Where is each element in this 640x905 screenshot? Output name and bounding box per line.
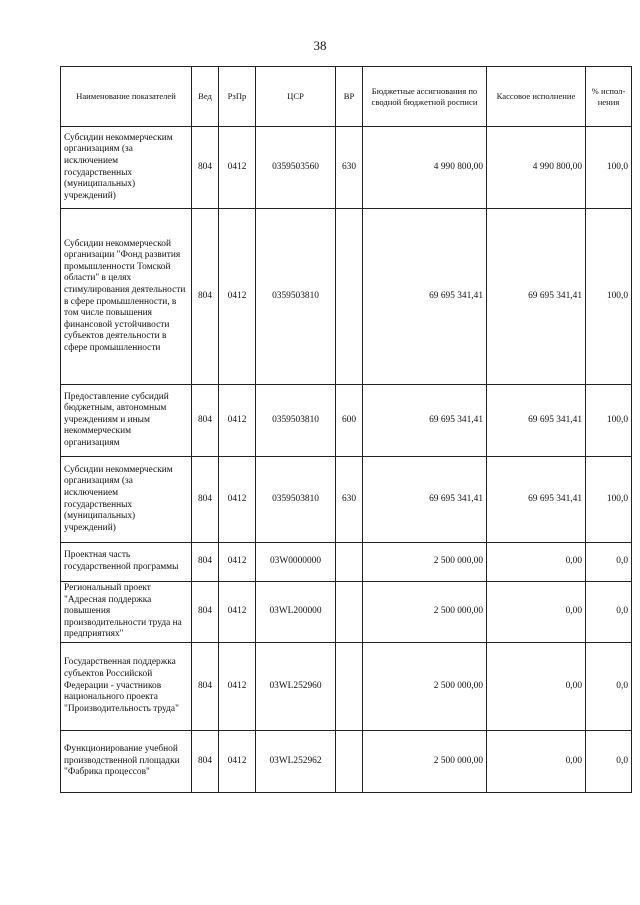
cell-rzpr: 0412 [219, 457, 256, 543]
table-row [61, 385, 632, 457]
cell-vr [336, 582, 363, 643]
cell-budget: 2 500 000,00 [363, 582, 487, 643]
cell-cash: 0,00 [487, 730, 586, 792]
table-row [61, 730, 632, 792]
cell-csr: 03WL252962 [256, 730, 336, 792]
cell-vr: 630 [336, 457, 363, 543]
cell-cash: 69 695 341,41 [487, 385, 586, 457]
cell-csr: 0359503810 [256, 209, 336, 385]
table-row [61, 642, 632, 730]
cell-rzpr: 0412 [219, 582, 256, 643]
cell-rzpr: 0412 [219, 385, 256, 457]
cell-name: Государственная поддержка субъектов Российской Федерации - участников национального проекта "Производительность труда" [61, 642, 192, 730]
cell-pct: 0,0 [586, 543, 632, 582]
table-row [61, 582, 632, 643]
cell-vr [336, 543, 363, 582]
cell-budget: 69 695 341,41 [363, 385, 487, 457]
cell-ved: 804 [192, 385, 219, 457]
cell-pct: 0,0 [586, 642, 632, 730]
cell-cash: 69 695 341,41 [487, 209, 586, 385]
cell-pct: 0,0 [586, 582, 632, 643]
header-name: Наименование показателей [61, 67, 192, 127]
cell-pct: 100,0 [586, 209, 632, 385]
cell-pct: 100,0 [586, 457, 632, 543]
cell-cash: 69 695 341,41 [487, 457, 586, 543]
cell-name: Субсидии некоммерческой организации "Фонд развития промышленности Томской области" в целях стимулирования деятельности в сфере промышленности, в том числе повышения финансовой устойчивости субъектов деятельности в сфере промышленности [61, 209, 192, 385]
cell-ved: 804 [192, 730, 219, 792]
budget-table [60, 66, 632, 793]
cell-ved: 804 [192, 543, 219, 582]
cell-pct: 100,0 [586, 127, 632, 209]
cell-budget: 2 500 000,00 [363, 543, 487, 582]
header-budget: Бюджетные ассигнования по сводной бюджетной росписи [363, 67, 487, 127]
table-row [61, 209, 632, 385]
cell-cash: 0,00 [487, 582, 586, 643]
cell-name: Функционирование учебной производственной площадки "Фабрика процессов" [61, 730, 192, 792]
cell-csr: 03W0000000 [256, 543, 336, 582]
header-rzpr: РзПр [219, 67, 256, 127]
cell-cash: 0,00 [487, 642, 586, 730]
header-vr: ВР [336, 67, 363, 127]
header-csr: ЦСР [256, 67, 336, 127]
cell-pct: 100,0 [586, 385, 632, 457]
cell-cash: 0,00 [487, 543, 586, 582]
cell-ved: 804 [192, 209, 219, 385]
cell-csr: 03WL252960 [256, 642, 336, 730]
header-pct: % испол-нения [586, 67, 632, 127]
cell-csr: 03WL200000 [256, 582, 336, 643]
cell-vr: 600 [336, 385, 363, 457]
cell-rzpr: 0412 [219, 127, 256, 209]
cell-rzpr: 0412 [219, 209, 256, 385]
cell-name: Региональный проект "Адресная поддержка повышения производительности труда на предприятиях" [61, 582, 192, 643]
cell-csr: 0359503810 [256, 385, 336, 457]
cell-budget: 69 695 341,41 [363, 457, 487, 543]
page-number: 38 [313, 38, 327, 53]
cell-rzpr: 0412 [219, 543, 256, 582]
table-row [61, 457, 632, 543]
header-ved: Вед [192, 67, 219, 127]
cell-rzpr: 0412 [219, 642, 256, 730]
cell-ved: 804 [192, 582, 219, 643]
cell-name: Субсидии некоммерческим организациям (за исключением государственных (муниципальных) учреждений) [61, 457, 192, 543]
cell-budget: 69 695 341,41 [363, 209, 487, 385]
table-row [61, 543, 632, 582]
cell-budget: 2 500 000,00 [363, 642, 487, 730]
table-header-row [61, 67, 632, 127]
cell-vr [336, 730, 363, 792]
cell-budget: 4 990 800,00 [363, 127, 487, 209]
cell-ved: 804 [192, 642, 219, 730]
cell-ved: 804 [192, 457, 219, 543]
cell-pct: 0,0 [586, 730, 632, 792]
header-cash: Кассовое исполнение [487, 67, 586, 127]
cell-rzpr: 0412 [219, 730, 256, 792]
cell-csr: 0359503810 [256, 457, 336, 543]
cell-budget: 2 500 000,00 [363, 730, 487, 792]
cell-csr: 0359503560 [256, 127, 336, 209]
cell-vr: 630 [336, 127, 363, 209]
cell-name: Субсидии некоммерческим организациям (за исключением государственных (муниципальных) учреждений) [61, 127, 192, 209]
cell-vr [336, 209, 363, 385]
table-row [61, 127, 632, 209]
cell-name: Предоставление субсидий бюджетным, автономным учреждениям и иным некоммерческим организациям [61, 385, 192, 457]
cell-name: Проектная часть государственной программы [61, 543, 192, 582]
cell-vr [336, 642, 363, 730]
cell-ved: 804 [192, 127, 219, 209]
cell-cash: 4 990 800,00 [487, 127, 586, 209]
